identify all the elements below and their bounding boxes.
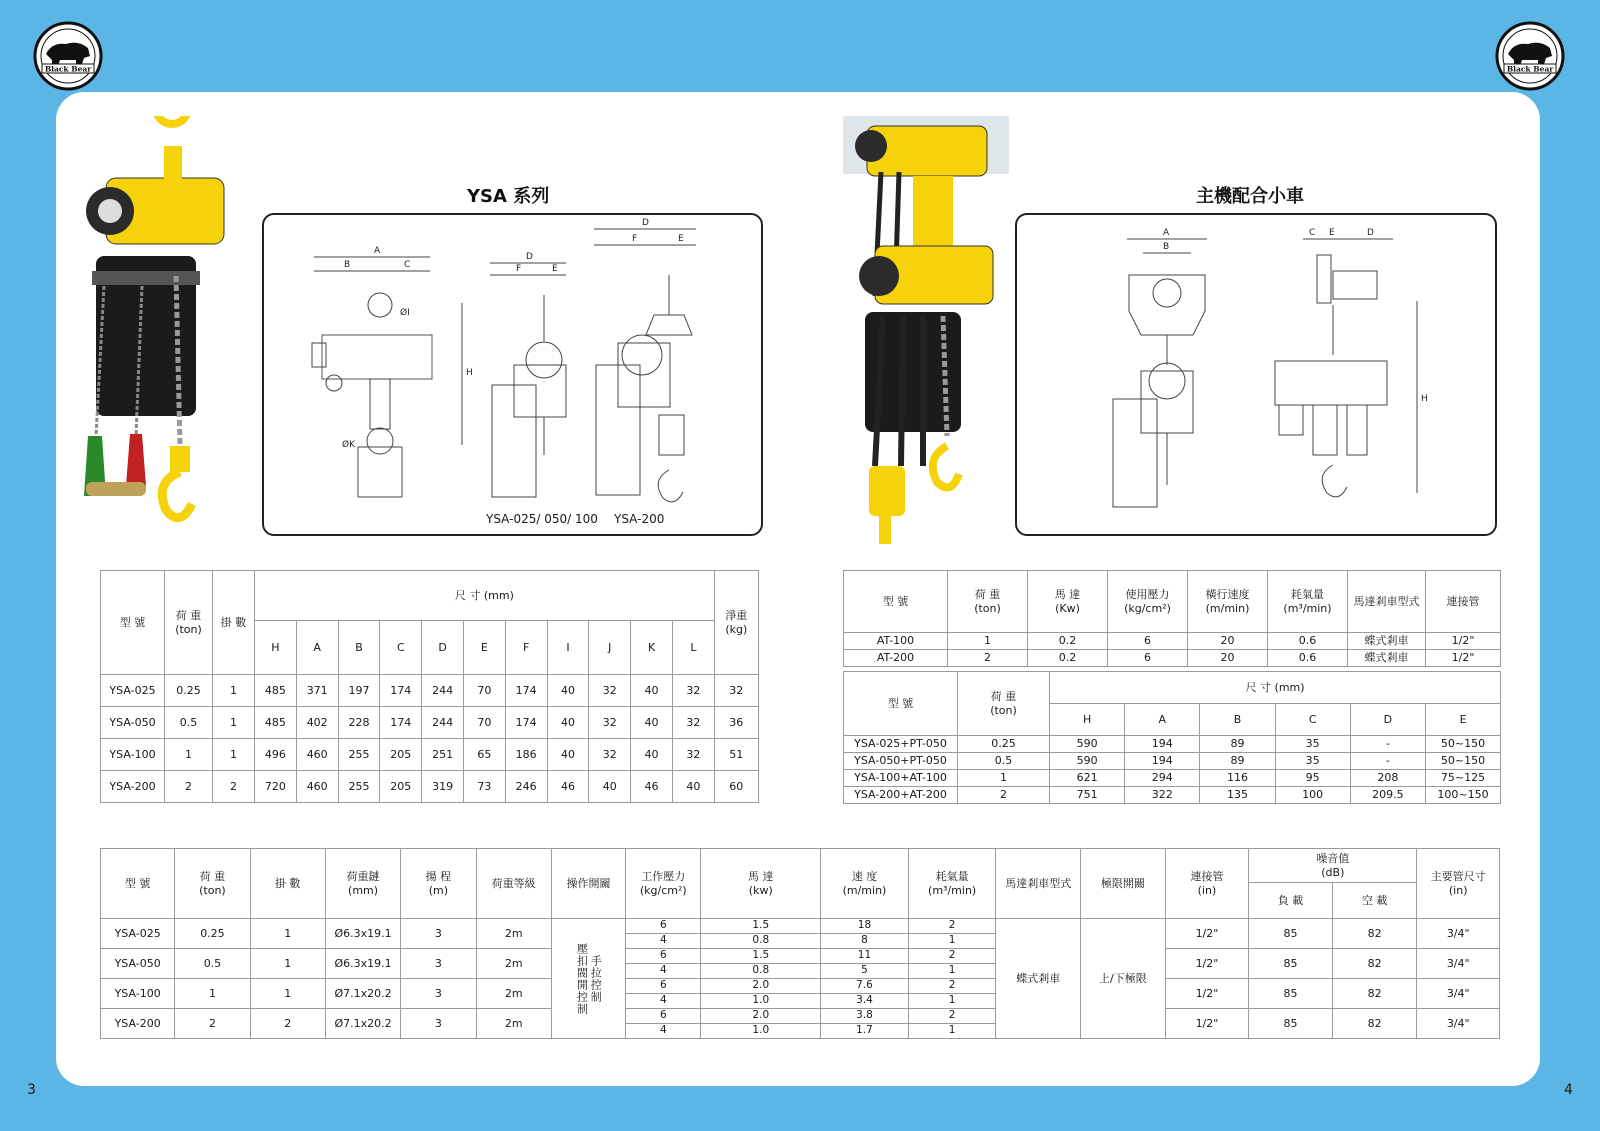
table-cell: AT-100 [844,633,948,650]
table-row [101,771,759,803]
cell-air: 1 [908,964,996,979]
col-header-dim-f: F [505,621,547,675]
table-row [101,739,759,771]
col-header-conn: 連接管 (in) [1165,849,1249,919]
table-cell: 485 [255,707,297,739]
cell-speed: 8 [821,934,909,949]
col-header-load: 荷 重 (ton) [958,672,1050,736]
table-cell: YSA-050 [101,707,165,739]
col-header: 荷 重 (ton) [948,571,1028,633]
svg-text:F: F [632,234,638,244]
table-cell: 2 [165,771,213,803]
diagram-caption-ysa-025-100: YSA-025/ 050/ 100 [486,512,598,526]
col-header-noise: 噪音值 (dB) [1249,849,1417,883]
col-header-dims: 尺 寸 (mm) [1050,672,1501,704]
dimension-diagram-ysa [262,213,763,536]
table-cell: 40 [672,771,714,803]
spec-table [100,570,759,803]
cell-motor: 1.0 [701,1024,821,1039]
cell-pipe: 3/4" [1417,979,1500,1009]
cell-speed: 3.4 [821,994,909,1009]
cell-empty: 82 [1332,919,1417,949]
cell-pressure: 4 [626,1024,701,1039]
col-header-dim-c: C [1275,704,1350,736]
combo-table [843,671,1501,804]
table-cell: 2 [948,650,1028,667]
brand-logo-right [1494,20,1566,92]
table-cell: 20 [1188,633,1268,650]
front-view-drawing [490,252,566,497]
cell-load: 0.5 [175,949,250,979]
table-cell: 32 [672,707,714,739]
cell-loaded: 85 [1249,919,1333,949]
cell-loaded: 85 [1249,979,1333,1009]
cell-control-mode: 手拉控制 壓扣閥開控制 [551,919,625,1039]
cell-motor: 1.0 [701,994,821,1009]
dimension-diagram-trolley [1015,213,1497,536]
table-cell: 294 [1125,770,1200,787]
col-header-falls: 掛 數 [250,849,325,919]
col-header-model: 型 號 [101,849,175,919]
table-row [844,736,1501,753]
svg-text:ØK: ØK [342,440,355,450]
svg-text:ØI: ØI [400,308,410,318]
table-cell: 194 [1125,753,1200,770]
col-header-loaded: 負 載 [1249,883,1333,919]
heading-trolley: 主機配合小車 [1196,186,1304,207]
performance-table [100,848,1500,1039]
cell-chain: Ø6.3x19.1 [325,949,400,979]
table-cell: 720 [255,771,297,803]
table-cell: AT-200 [844,650,948,667]
table-cell: 205 [380,739,422,771]
table-cell: YSA-200+AT-200 [844,787,958,804]
table-cell: 174 [505,675,547,707]
col-header-dim-b: B [1200,704,1275,736]
cell-empty: 82 [1332,979,1417,1009]
table-cell: 246 [505,771,547,803]
col-header-model: 型 號 [101,571,165,675]
table-cell: 194 [1125,736,1200,753]
cell-loaded: 85 [1249,1009,1333,1039]
table-cell: - [1350,753,1425,770]
table-cell: 1 [213,675,255,707]
col-header-dim-a: A [1125,704,1200,736]
table-cell: 255 [338,739,380,771]
cell-air: 2 [908,919,996,934]
table-row [844,753,1501,770]
cell-pressure: 4 [626,994,701,1009]
cell-falls: 1 [250,949,325,979]
table-cell: 51 [714,739,758,771]
table-cell: 50~150 [1425,753,1500,770]
trolley-side-drawing [1275,228,1428,497]
cell-model: YSA-200 [101,1009,175,1039]
hoist-photo-left [84,116,244,530]
cell-air: 2 [908,949,996,964]
table-row [844,650,1501,667]
table-cell: 751 [1050,787,1125,804]
cell-model: YSA-025 [101,919,175,949]
table-cell: 197 [338,675,380,707]
cell-falls: 1 [250,919,325,949]
col-header-dim-d: D [422,621,464,675]
col-header-dim-l: L [672,621,714,675]
svg-text:E: E [552,264,558,274]
table-cell: 460 [296,771,338,803]
col-header: 馬達剎車型式 [1348,571,1426,633]
col-header-dim-b: B [338,621,380,675]
svg-text:D: D [526,252,533,262]
cell-pipe: 3/4" [1417,1009,1500,1039]
table-cell: 1/2" [1426,650,1501,667]
svg-text:C: C [404,260,411,270]
table-cell: 590 [1050,753,1125,770]
cell-loaded: 85 [1249,949,1333,979]
cell-pressure: 4 [626,964,701,979]
table-cell: 36 [714,707,758,739]
table-cell: 95 [1275,770,1350,787]
cell-lift: 3 [401,1009,476,1039]
col-header-chain: 荷重鏈 (mm) [325,849,400,919]
col-header-grade: 荷重等級 [476,849,551,919]
table-cell: YSA-100+AT-100 [844,770,958,787]
table-cell: 135 [1200,787,1275,804]
cell-motor: 0.8 [701,934,821,949]
svg-text:B: B [344,260,351,270]
svg-text:A: A [374,246,381,256]
table-cell: 322 [1125,787,1200,804]
table-cell: 208 [1350,770,1425,787]
table-row [101,949,1500,964]
table-cell: 35 [1275,753,1350,770]
table-cell: 46 [631,771,673,803]
table-cell: 1/2" [1426,633,1501,650]
table-cell: 46 [547,771,589,803]
cell-load: 0.25 [175,919,250,949]
table-cell: 174 [505,707,547,739]
table-cell: YSA-025+PT-050 [844,736,958,753]
page-number-left: 3 [27,1082,36,1098]
cell-load: 1 [175,979,250,1009]
table-cell: 40 [631,707,673,739]
col-header-falls: 掛 數 [213,571,255,675]
table-cell: 100~150 [1425,787,1500,804]
cell-motor: 1.5 [701,949,821,964]
col-header-dims: 尺 寸 (mm) [255,571,715,621]
col-header-empty: 空 載 [1332,883,1417,919]
svg-text:D: D [1367,228,1374,238]
table-cell: 174 [380,675,422,707]
table-cell: 186 [505,739,547,771]
table-cell: 485 [255,675,297,707]
table-cell: 50~150 [1425,736,1500,753]
cell-grade: 2m [476,1009,551,1039]
svg-text:H: H [466,368,473,378]
cell-falls: 1 [250,979,325,1009]
cell-brake-type: 蝶式剎車 [996,919,1081,1039]
cell-chain: Ø7.1x20.2 [325,1009,400,1039]
col-header-dim-j: J [589,621,631,675]
svg-text:A: A [1163,228,1170,238]
cell-motor: 2.0 [701,1009,821,1024]
col-header-pressure: 工作壓力 (kg/cm²) [626,849,701,919]
col-header-limit: 極限開關 [1081,849,1166,919]
table-cell: 251 [422,739,464,771]
cell-falls: 2 [250,1009,325,1039]
cell-air: 1 [908,934,996,949]
table-cell: 70 [463,707,505,739]
table-cell: 0.5 [958,753,1050,770]
page-number-right: 4 [1564,1082,1573,1098]
table-cell: 1 [165,739,213,771]
cell-chain: Ø7.1x20.2 [325,979,400,1009]
table-cell: 228 [338,707,380,739]
col-header: 馬 達 (Kw) [1028,571,1108,633]
table-cell: 89 [1200,753,1275,770]
table-cell: 116 [1200,770,1275,787]
table-cell: 460 [296,739,338,771]
svg-text:F: F [516,264,522,274]
svg-text:H: H [1421,394,1428,404]
cell-empty: 82 [1332,1009,1417,1039]
table-cell: 1 [213,707,255,739]
col-header-brake: 馬達剎車型式 [996,849,1081,919]
cell-model: YSA-050 [101,949,175,979]
cell-model: YSA-100 [101,979,175,1009]
cell-pressure: 6 [626,919,701,934]
table-cell: 73 [463,771,505,803]
svg-text:B: B [1163,242,1170,252]
cell-conn: 1/2" [1165,919,1249,949]
table-cell: 32 [589,675,631,707]
col-header-speed: 速 度 (m/min) [821,849,909,919]
table-cell: 70 [463,675,505,707]
table-cell: 244 [422,707,464,739]
cell-lift: 3 [401,919,476,949]
table-cell: 402 [296,707,338,739]
col-header-dim-c: C [380,621,422,675]
cell-speed: 1.7 [821,1024,909,1039]
table-cell: 205 [380,771,422,803]
table-cell: 1 [213,739,255,771]
table-cell: 2 [958,787,1050,804]
table-cell: 209.5 [1350,787,1425,804]
cell-speed: 7.6 [821,979,909,994]
heading-ysa-series: YSA 系列 [467,186,550,207]
table-row [844,633,1501,650]
cell-speed: 5 [821,964,909,979]
table-cell: 0.2 [1028,650,1108,667]
table-cell: 0.6 [1268,633,1348,650]
table-row [844,787,1501,804]
table-cell: 89 [1200,736,1275,753]
table-cell: 40 [547,739,589,771]
table-cell: 60 [714,771,758,803]
cell-speed: 11 [821,949,909,964]
cell-conn: 1/2" [1165,949,1249,979]
col-header-load: 荷 重 (ton) [165,571,213,675]
col-header-control: 操作開關 [551,849,625,919]
table-cell: 2 [213,771,255,803]
cell-motor: 1.5 [701,919,821,934]
trolley-front-drawing [1113,228,1207,507]
table-cell: 蝶式剎車 [1348,633,1426,650]
col-header-dim-d: D [1350,704,1425,736]
table-row [101,979,1500,994]
cell-lift: 3 [401,979,476,1009]
table-cell: 40 [631,739,673,771]
cell-air: 2 [908,1009,996,1024]
table-cell: 1 [948,633,1028,650]
cell-pressure: 6 [626,1009,701,1024]
cell-pressure: 6 [626,979,701,994]
table-cell: 371 [296,675,338,707]
table-cell: YSA-200 [101,771,165,803]
table-cell: 40 [547,675,589,707]
cell-air: 1 [908,1024,996,1039]
cell-conn: 1/2" [1165,1009,1249,1039]
table-cell: 32 [589,739,631,771]
col-header-dim-i: I [547,621,589,675]
col-header-dim-h: H [1050,704,1125,736]
ysa200-view-drawing [594,218,696,502]
table-cell: 40 [589,771,631,803]
cell-air: 2 [908,979,996,994]
table-cell: 蝶式剎車 [1348,650,1426,667]
table-cell: 244 [422,675,464,707]
table-cell: 32 [672,675,714,707]
table-cell: 40 [631,675,673,707]
logo-text: Black Bear [1506,64,1554,74]
svg-text:E: E [1329,228,1335,238]
table-cell: YSA-100 [101,739,165,771]
cell-motor: 2.0 [701,979,821,994]
cell-pressure: 6 [626,949,701,964]
col-header: 型 號 [844,571,948,633]
table-cell: 32 [714,675,758,707]
logo-text: Black Bear [44,64,92,74]
col-header: 橫行速度 (m/min) [1188,571,1268,633]
table-cell: 75~125 [1425,770,1500,787]
cell-speed: 18 [821,919,909,934]
col-header-dim-h: H [255,621,297,675]
table-cell: 35 [1275,736,1350,753]
col-header-dim-k: K [631,621,673,675]
cell-chain: Ø6.3x19.1 [325,919,400,949]
table-cell: - [1350,736,1425,753]
col-header-load: 荷 重 (ton) [175,849,250,919]
trolley-photo [843,116,1009,552]
table-cell: 40 [547,707,589,739]
table-cell: YSA-025 [101,675,165,707]
table-cell: 319 [422,771,464,803]
col-header-dim-a: A [296,621,338,675]
col-header-motor: 馬 達 (kw) [701,849,821,919]
cell-conn: 1/2" [1165,979,1249,1009]
cell-empty: 82 [1332,949,1417,979]
cell-grade: 2m [476,919,551,949]
col-header-pipe: 主要管尺寸 (in) [1417,849,1500,919]
col-header-weight: 淨重 (kg) [714,571,758,675]
table-cell: 174 [380,707,422,739]
table-cell: 621 [1050,770,1125,787]
table-row [101,919,1500,934]
table-cell: 255 [338,771,380,803]
cell-lift: 3 [401,949,476,979]
table-cell: 0.25 [958,736,1050,753]
table-cell: 6 [1108,633,1188,650]
table-cell: 0.5 [165,707,213,739]
svg-text:C: C [1309,228,1316,238]
cell-pipe: 3/4" [1417,949,1500,979]
trolley-table [843,570,1501,667]
cell-grade: 2m [476,949,551,979]
table-cell: 0.6 [1268,650,1348,667]
cell-pipe: 3/4" [1417,919,1500,949]
table-cell: 6 [1108,650,1188,667]
table-cell: 100 [1275,787,1350,804]
col-header: 使用壓力 (kg/cm²) [1108,571,1188,633]
col-header: 連接管 [1426,571,1501,633]
brand-logo-left [32,20,104,92]
col-header-dim-e: E [1425,704,1500,736]
cell-limit-switch: 上/下極限 [1081,919,1166,1039]
cell-speed: 3.8 [821,1009,909,1024]
table-row [101,707,759,739]
cell-motor: 0.8 [701,964,821,979]
cell-load: 2 [175,1009,250,1039]
table-row [101,675,759,707]
table-cell: 32 [672,739,714,771]
table-row [101,1009,1500,1024]
table-cell: 496 [255,739,297,771]
table-cell: 0.25 [165,675,213,707]
svg-text:E: E [678,234,684,244]
table-cell: 590 [1050,736,1125,753]
table-cell: 65 [463,739,505,771]
table-cell: 1 [958,770,1050,787]
col-header-lift: 揚 程 (m) [401,849,476,919]
table-row [844,770,1501,787]
cell-pressure: 4 [626,934,701,949]
cell-grade: 2m [476,979,551,1009]
cell-air: 1 [908,994,996,1009]
col-header-air: 耗氣量 (m³/min) [908,849,996,919]
side-view-drawing [312,246,473,497]
table-cell: YSA-050+PT-050 [844,753,958,770]
col-header-dim-e: E [463,621,505,675]
col-header-model: 型 號 [844,672,958,736]
table-cell: 0.2 [1028,633,1108,650]
diagram-caption-ysa-200: YSA-200 [614,512,665,526]
col-header: 耗氣量 (m³/min) [1268,571,1348,633]
table-cell: 20 [1188,650,1268,667]
table-cell: 32 [589,707,631,739]
svg-text:D: D [642,218,649,228]
